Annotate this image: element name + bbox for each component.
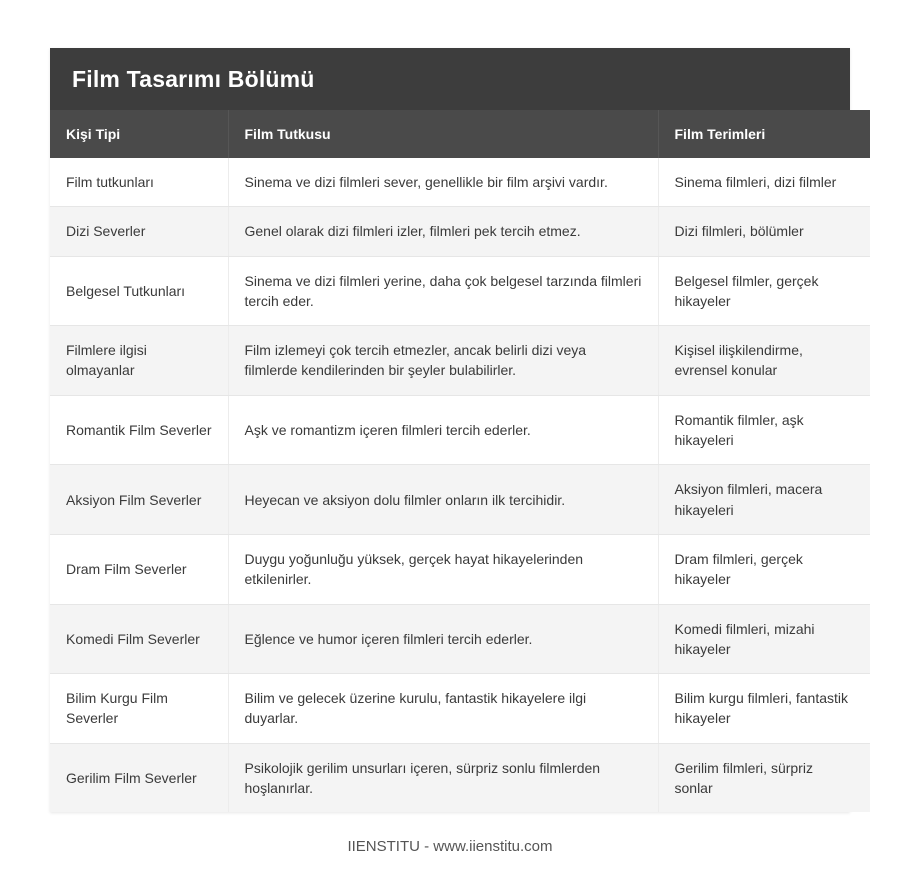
cell-film-terms: Sinema filmleri, dizi filmler [658,158,870,207]
footer-attribution: IIENSTITU - www.iienstitu.com [347,838,553,856]
table-row [50,395,870,465]
cell-person-type: Dizi Severler [50,207,228,256]
cell-film-passion: Sinema ve dizi filmleri sever, genellikle bir film arşivi vardır. [228,158,658,207]
cell-film-passion: Duygu yoğunluğu yüksek, gerçek hayat hikayelerinden etkilenirler. [228,534,658,604]
column-header-film-terms: Film Terimleri [658,110,870,158]
table-card [50,48,850,812]
cell-film-passion: Aşk ve romantizm içeren filmleri tercih ederler. [228,395,658,465]
cell-film-terms: Dram filmleri, gerçek hikayeler [658,534,870,604]
table-head [50,110,870,158]
table-row [50,326,870,396]
table-header-row [50,110,870,158]
table-row [50,674,870,744]
cell-film-terms: Dizi filmleri, bölümler [658,207,870,256]
cell-person-type: Dram Film Severler [50,534,228,604]
cell-film-passion: Genel olarak dizi filmleri izler, filmleri pek tercih etmez. [228,207,658,256]
cell-film-passion: Eğlence ve humor içeren filmleri tercih ederler. [228,604,658,674]
cell-person-type: Filmlere ilgisi olmayanlar [50,326,228,396]
table-row [50,604,870,674]
table-row [50,158,870,207]
table-row [50,534,870,604]
cell-film-terms: Romantik filmler, aşk hikayeleri [658,395,870,465]
cell-person-type: Gerilim Film Severler [50,743,228,812]
cell-film-terms: Belgesel filmler, gerçek hikayeler [658,256,870,326]
table-row [50,256,870,326]
cell-film-passion: Sinema ve dizi filmleri yerine, daha çok belgesel tarzında filmleri tercih eder. [228,256,658,326]
cell-film-passion: Bilim ve gelecek üzerine kurulu, fantastik hikayelere ilgi duyarlar. [228,674,658,744]
table-row [50,743,870,812]
page-title: Film Tasarımı Bölümü [72,65,315,92]
cell-person-type: Aksiyon Film Severler [50,465,228,535]
table-body [50,158,870,812]
cell-film-terms: Gerilim filmleri, sürpriz sonlar [674,759,813,797]
cell-film-passion: Film izlemeyi çok tercih etmezler, ancak belirli dizi veya filmlerde kendilerinden bir şeyler bulabilirler. [228,326,658,396]
column-header-person-type: Kişi Tipi [50,110,228,158]
cell-film-terms: Komedi filmleri, mizahi hikayeler [658,604,870,674]
cell-person-type: Romantik Film Severler [50,395,228,465]
cell-person-type: Komedi Film Severler [50,604,228,674]
cell-film-terms: Aksiyon filmleri, macera hikayeleri [658,465,870,535]
title-bar [50,48,850,110]
table-row [50,465,870,535]
cell-film-passion: Heyecan ve aksiyon dolu filmler onların ilk tercihidir. [228,465,658,535]
cell-person-type: Belgesel Tutkunları [50,256,228,326]
cell-film-passion: Psikolojik gerilim unsurları içeren, sürpriz sonlu filmlerden hoşlanırlar. [228,743,658,812]
cell-film-terms: Kişisel ilişkilendirme, evrensel konular [658,326,870,396]
column-header-film-passion: Film Tutkusu [228,110,658,158]
data-table [50,110,870,812]
cell-person-type: Film tutkunları [50,158,228,207]
table-row [50,207,870,256]
cell-film-terms: Bilim kurgu filmleri, fantastik hikayeler [658,674,870,744]
cell-person-type: Bilim Kurgu Film Severler [50,674,228,744]
